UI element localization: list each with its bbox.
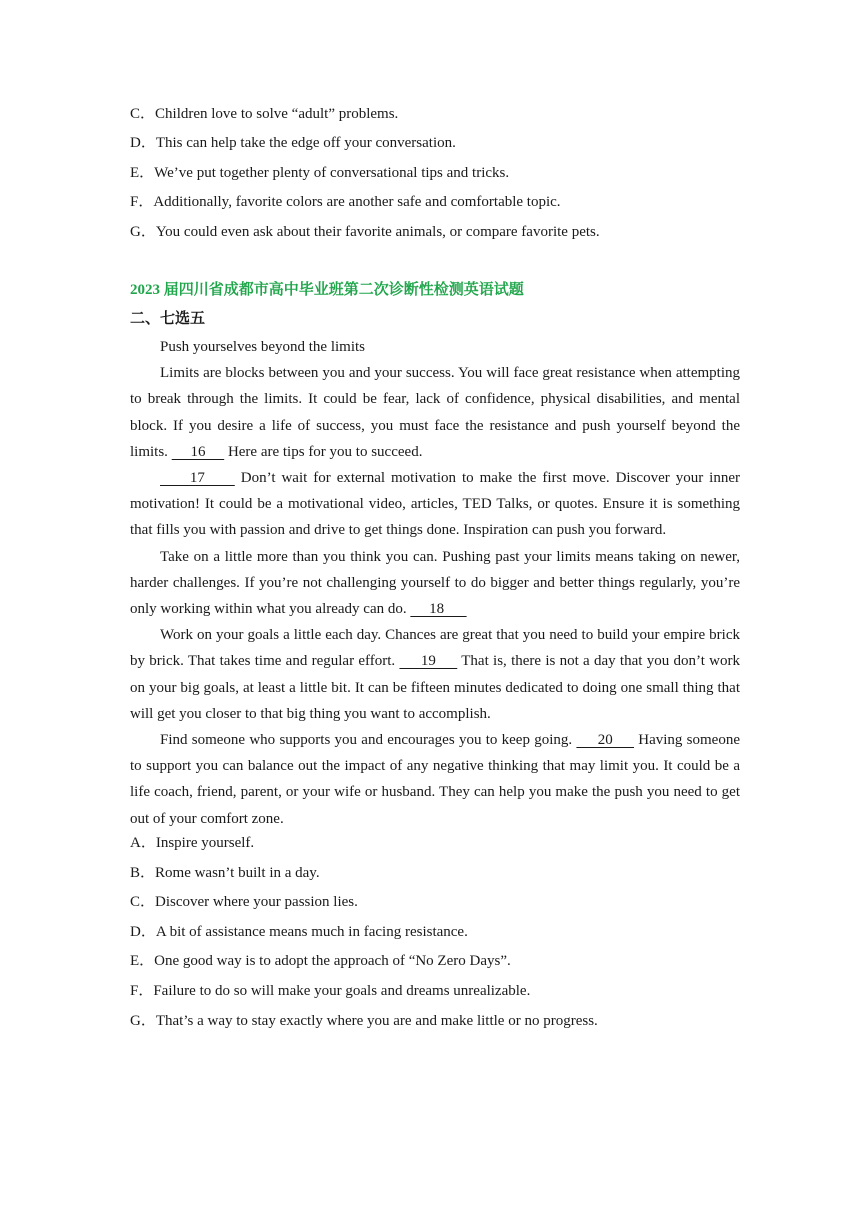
prev-option-c: C．Children love to solve “adult” problems. [130,106,399,122]
passage [130,334,740,832]
option-d: D．A bit of assistance means much in facing resistance. [130,924,468,940]
passage-paragraph-1: Limits are blocks between you and your success. You will face great resistance when attempting to break through the limits. It could be fear, lack of confidence, physical disabilities, and mental block. If you desire a life of success, you must face the resistance and push yourself beyond the limits. 16 Here are tips for you to succeed. [130,365,740,460]
option-b: B．Rome wasn’t built in a day. [130,865,320,881]
blank-16: 16 [171,443,225,460]
passage-paragraph-2: 17 Don’t wait for external motivation to make the first move. Discover your inner motivation! It could be a motivational video, articles, TED Talks, or quotes. Ensure it is something that fills you with passion and drive to get things done. Inspiration can push you forward. [130,470,741,539]
exam-title: 2023 届四川省成都市高中毕业班第二次诊断性检测英语试题 [130,282,524,298]
blank-19: 19 [399,653,458,670]
prev-option-e: E．We’ve put together plenty of conversational tips and tricks. [130,165,510,181]
passage-paragraph-4: Work on your goals a little each day. Chances are great that you need to build your empire brick by brick. That takes time and regular effort. 19 That is, there is not a day that you don’t work on your big goals, at least a little bit. It can be fifteen minutes dedicated to doing one small thing that will get you closer to that big thing you want to accomplish. [130,627,740,722]
option-a: A．Inspire yourself. [130,835,255,851]
prev-option-f: F．Additionally, favorite colors are another safe and comfortable topic. [130,194,561,210]
passage-paragraph-3: Take on a little more than you think you can. Pushing past your limits means taking on newer, harder challenges. If you’re not challenging yourself to do bigger and better things regularly, you’re only working within what you already can do. 18 [130,548,740,618]
blank-20: 20 [576,732,634,749]
passage-title: Push yourselves beyond the limits [160,339,365,355]
option-g: G．That’s a way to stay exactly where you are and make little or no progress. [130,1013,598,1029]
passage-paragraph-5: Find someone who supports you and encourages you to keep going. 20 Having someone to support you can balance out the impact of any negative thinking that may limit you. It could be a life coach, friend, parent, or your wife or husband. They can help you make the push you need to get out of your comfort zone. [130,732,740,827]
section-heading: 二、七选五 [130,311,206,327]
blank-18: 18 [410,601,467,618]
option-c: C．Discover where your passion lies. [130,894,358,910]
option-f: F．Failure to do so will make your goals and dreams unrealizable. [130,983,531,999]
prev-option-d: D．This can help take the edge off your conversation. [130,135,456,151]
prev-option-g: G．You could even ask about their favorite animals, or compare favorite pets. [130,224,600,240]
option-e: E．One good way is to adopt the approach of “No Zero Days”. [130,953,511,969]
blank-17: 17 [160,470,235,487]
